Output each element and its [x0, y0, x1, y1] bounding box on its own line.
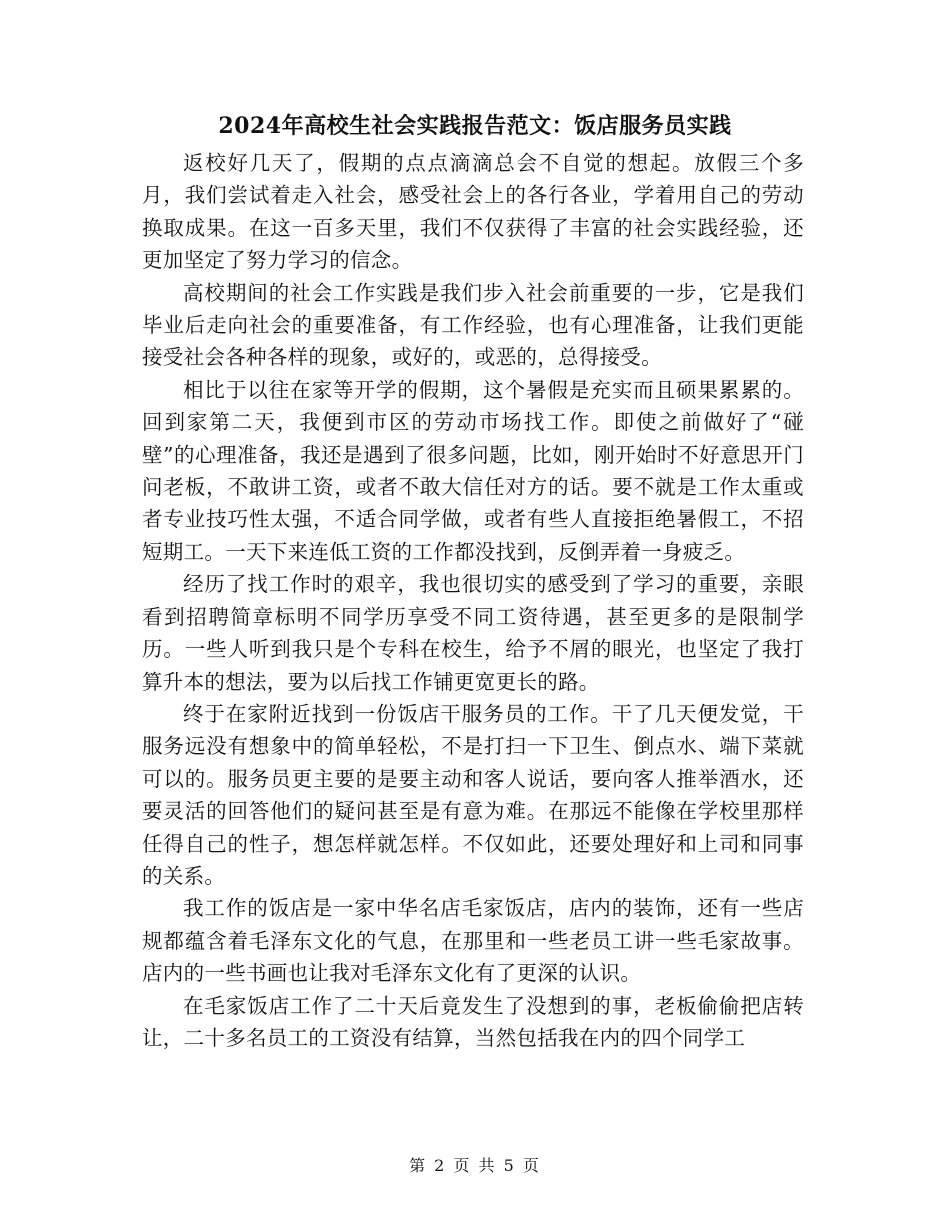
paragraph: 返校好几天了，假期的点点滴滴总会不自觉的想起。放假三个多月，我们尝试着走入社会，感受社会上的各行各业，学着用自己的劳动换取成果。在这一百多天里，我们不仅获得了丰富的社会实践经验，还更加坚定了努力学习的信念。 — [142, 151, 804, 273]
paragraph: 经历了找工作时的艰辛，我也很切实的感受到了学习的重要，亲眼看到招聘简章标明不同学历享受不同工资待遇，甚至更多的是限制学历。一些人听到我只是个专科在校生，给予不屑的眼光，也坚定了我打算升本的想法，要为以后找工作铺更宽更长的路。 — [142, 572, 804, 694]
page-number-footer: 第 2 页 共 5 页 — [409, 1156, 541, 1175]
paragraph: 相比于以往在家等开学的假期，这个暑假是充实而且硕果累累的。 回到家第二天，我便到市区的劳动市场找工作。即使之前做好了“碰壁”的心理准备，我还是遇到了很多问题，比如，刚开始时不好意思开门问老板，不敢讲工资，或者不敢大信任对方的话。要不就是工作太重或者专业技巧性太强，不适合同学做，或者有些人直接拒绝暑假工，不招短期工。一天下来连低工资的工作都没找到，反倒弄着一身疲乏。 — [142, 377, 804, 564]
paragraph: 高校期间的社会工作实践是我们步入社会前重要的一步，它是我们毕业后走向社会的重要准备，有工作经验，也有心理准备，让我们更能接受社会各种各样的现象，或好的，或恶的，总得接受。 — [142, 280, 804, 370]
document-title: 2024年高校生社会实践报告范文：饭店服务员实践 — [218, 113, 732, 139]
paragraph: 终于在家附近找到一份饭店干服务员的工作。干了几天便发觉，干服务远没有想象中的简单轻松，不是打扫一下卫生、倒点水、端下菜就可以的。服务员更主要的是要主动和客人说话，要向客人推举酒水，还要灵活的回答他们的疑问甚至是有意为难。在那远不能像在学校里那样任得自己的性子，想怎样就怎样。不仅如此，还要处理好和上司和同事的关系。 — [142, 701, 804, 888]
document-body — [142, 147, 804, 1054]
paragraph: 在毛家饭店工作了二十天后竟发生了没想到的事，老板偷偷把店转让，二十多名员工的工资没有结算，当然包括我在内的四个同学工 — [142, 993, 804, 1050]
paragraph: 我工作的饭店是一家中华名店毛家饭店，店内的装饰，还有一些店规都蕴含着毛泽东文化的气息，在那里和一些老员工讲一些毛家故事。店内的一些书画也让我对毛泽东文化有了更深的认识。 — [142, 896, 804, 986]
